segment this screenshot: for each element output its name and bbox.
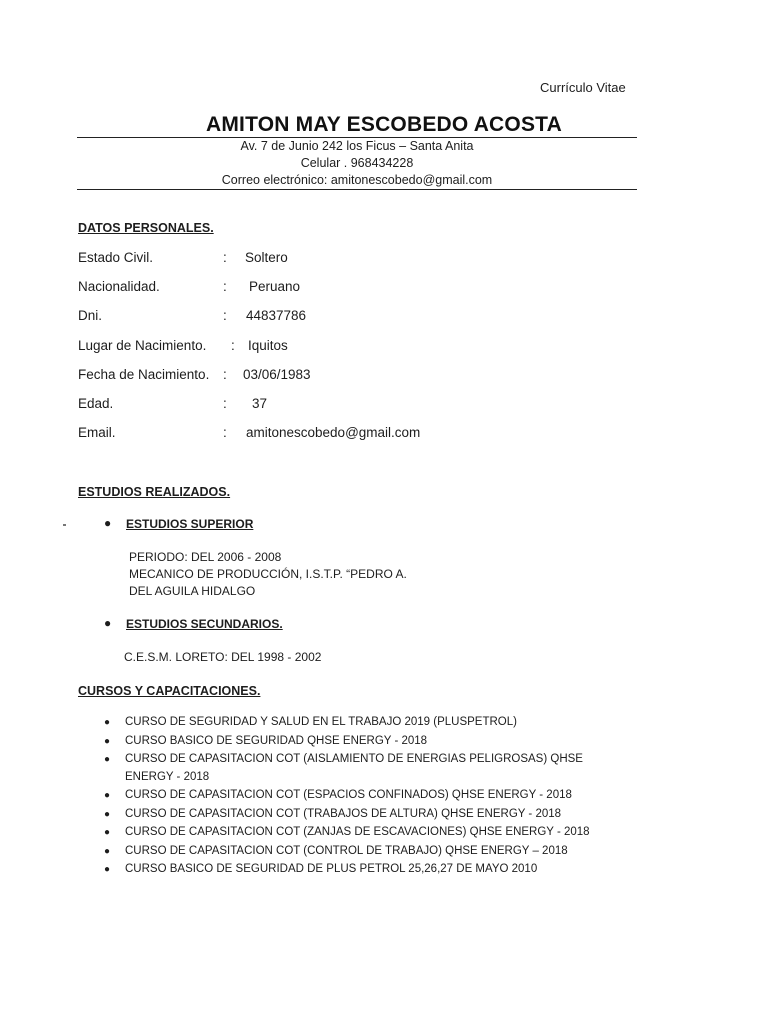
field-separator: : <box>223 367 227 382</box>
field-label-age: Edad. <box>78 396 114 411</box>
course-item: ● CURSO DE CAPASITACION COT (ZANJAS DE ESCAVACIONES) QHSE ENERGY - 2018 <box>104 824 604 842</box>
course-item: ● CURSO DE CAPASITACION COT (ESPACIOS CONFINADOS) QHSE ENERGY - 2018 <box>104 787 604 805</box>
higher-studies-institution: DEL AGUILA HIDALGO <box>129 584 256 598</box>
field-value-birthplace: Iquitos <box>248 338 288 353</box>
field-value-nationality: Peruano <box>249 279 301 294</box>
field-separator: : <box>223 250 227 265</box>
field-separator: : <box>223 396 227 411</box>
studies-title: ESTUDIOS REALIZADOS. <box>78 485 231 499</box>
secondary-studies-detail: C.E.S.M. LORETO: DEL 1998 - 2002 <box>124 650 322 664</box>
field-separator: : <box>231 338 235 353</box>
field-label-nationality: Nacionalidad. <box>78 279 160 294</box>
field-value-dni: 44837786 <box>246 308 307 323</box>
address-line: Av. 7 de Junio 242 los Ficus – Santa Anita <box>240 139 474 153</box>
field-label-birthdate: Fecha de Nacimiento. <box>78 367 210 382</box>
course-item: ● CURSO DE CAPASITACION COT (CONTROL DE TRABAJO) QHSE ENERGY – 2018 <box>104 843 604 861</box>
secondary-studies-title: ESTUDIOS SECUNDARIOS. <box>126 617 283 631</box>
field-separator: : <box>223 308 227 323</box>
field-value-civil-status: Soltero <box>245 250 288 265</box>
course-list <box>104 714 604 880</box>
scan-speck <box>63 524 66 526</box>
field-label-dni: Dni. <box>78 308 103 323</box>
phone-line: Celular . 968434228 <box>300 156 414 170</box>
bullet-icon: ● <box>104 516 112 530</box>
higher-studies-period: PERIODO: DEL 2006 - 2008 <box>129 550 282 564</box>
email-line: Correo electrónico: amitonescobedo@gmail.com <box>221 173 493 187</box>
course-item: ● CURSO BASICO DE SEGURIDAD DE PLUS PETROL 25,26,27 DE MAYO 2010 <box>104 861 604 879</box>
higher-studies-title: ESTUDIOS SUPERIOR <box>126 517 254 531</box>
header-rule-bottom <box>77 189 637 190</box>
document-label: Currículo Vitae <box>540 80 626 95</box>
field-label-birthplace: Lugar de Nacimiento. <box>78 338 207 353</box>
header-rule-top <box>77 137 637 138</box>
field-separator: : <box>223 425 227 440</box>
course-item: ● CURSO DE SEGURIDAD Y SALUD EN EL TRABAJO 2019 (PLUSPETROL) <box>104 714 604 732</box>
field-label-civil-status: Estado Civil. <box>78 250 154 265</box>
field-separator: : <box>223 279 227 294</box>
courses-title: CURSOS Y CAPACITACIONES. <box>78 684 261 698</box>
bullet-icon: ● <box>104 616 112 630</box>
higher-studies-program: MECANICO DE PRODUCCIÓN, I.S.T.P. “PEDRO A. <box>129 567 407 581</box>
field-value-email: amitonescobedo@gmail.com <box>246 425 421 440</box>
field-value-age: 37 <box>252 396 268 411</box>
field-value-birthdate: 03/06/1983 <box>243 367 311 382</box>
course-item: ● CURSO BASICO DE SEGURIDAD QHSE ENERGY - 2018 <box>104 733 604 751</box>
personal-data-title: DATOS PERSONALES. <box>78 221 214 235</box>
candidate-name: AMITON MAY ESCOBEDO ACOSTA <box>205 113 563 136</box>
course-item: ● CURSO DE CAPASITACION COT (AISLAMIENTO DE ENERGIAS PELIGROSAS) QHSE ENERGY - 2018 <box>104 751 604 786</box>
course-item: ● CURSO DE CAPASITACION COT (TRABAJOS DE ALTURA) QHSE ENERGY - 2018 <box>104 806 604 824</box>
field-label-email: Email. <box>78 425 116 440</box>
